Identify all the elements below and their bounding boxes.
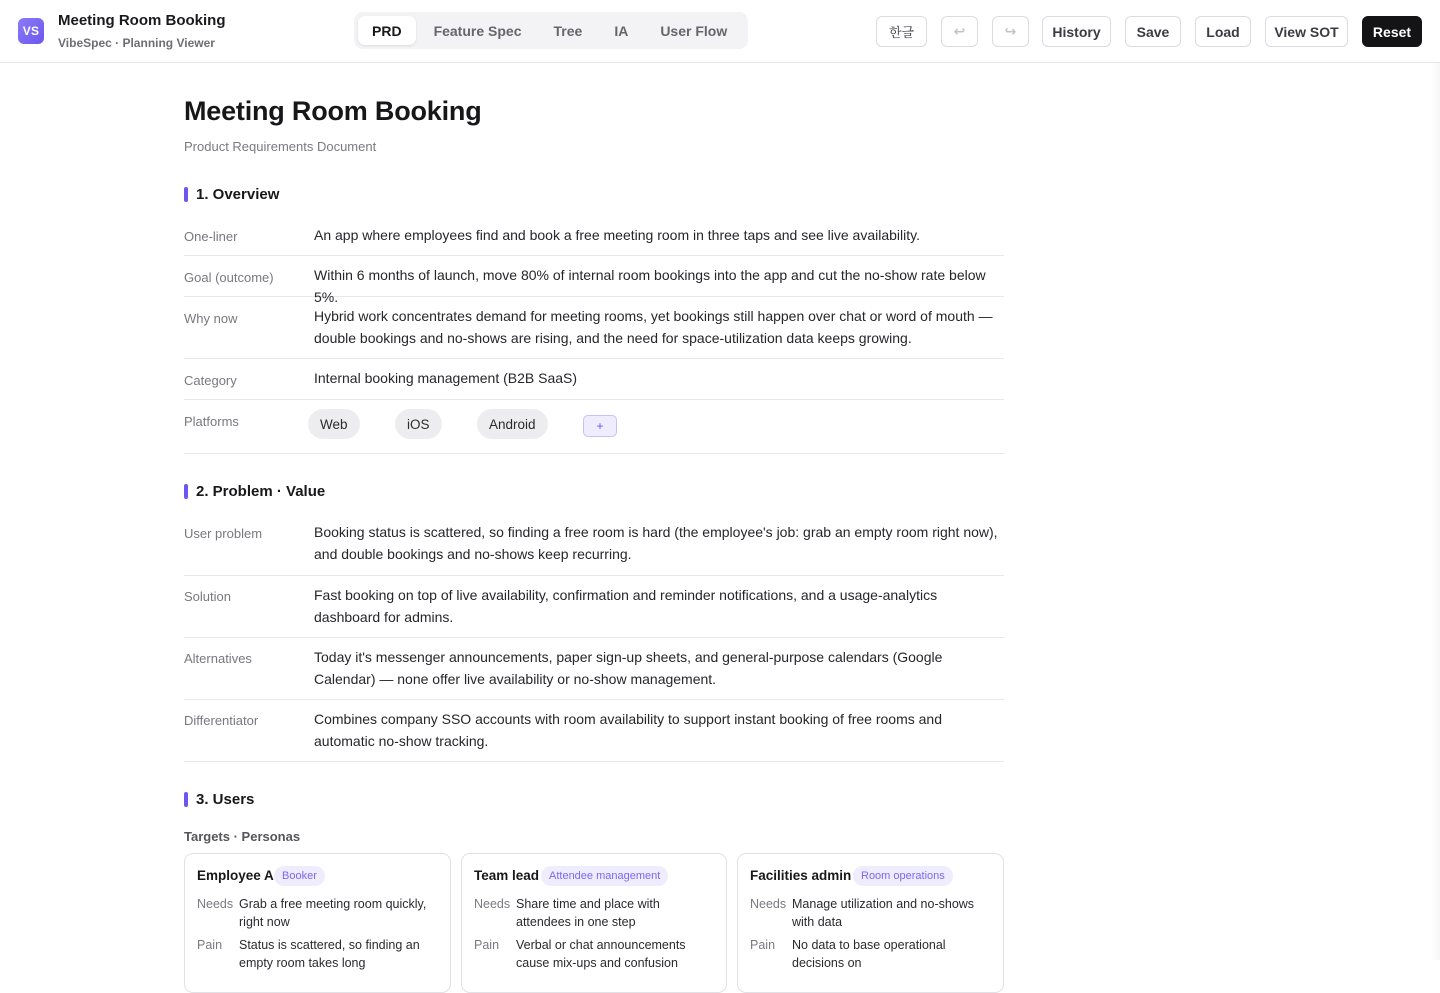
undo-button[interactable]	[941, 16, 978, 47]
field-row-goal	[184, 256, 1004, 305]
field-row-alternatives	[184, 638, 1004, 700]
field-label: Category	[184, 373, 237, 388]
field-label: Solution	[184, 589, 231, 604]
field-label: User problem	[184, 526, 263, 541]
tab-feature-spec[interactable]: Feature Spec	[433, 22, 522, 39]
persona-card-facilities-admin[interactable]	[737, 853, 1004, 993]
field-row-solution	[184, 576, 1004, 638]
undo-icon: ↩	[953, 23, 966, 39]
field-value-user-problem[interactable]: Booking status is scattered, so finding a free room is hard (the employee's job: grab an empty room right now), and double bookings and no-shows keep recurring.	[314, 524, 998, 562]
language-toggle-button[interactable]: 한글	[876, 16, 927, 47]
redo-button[interactable]	[992, 16, 1029, 47]
tab-user-flow[interactable]: User Flow	[660, 22, 728, 39]
app-subtitle: VibeSpec · Planning Viewer	[58, 36, 215, 50]
load-button[interactable]: Load	[1195, 16, 1251, 47]
save-button[interactable]: Save	[1125, 16, 1181, 47]
field-row-one-liner	[184, 215, 1004, 256]
field-label: Platforms	[184, 414, 239, 429]
field-row-why-now	[184, 297, 1004, 359]
view-tabs	[354, 12, 748, 49]
redo-icon: ↪	[1004, 23, 1017, 39]
section-heading-users: 3. Users	[184, 791, 254, 808]
field-value-differentiator[interactable]: Combines company SSO accounts with room availability to support instant booking of free rooms and automatic no-show tracking.	[314, 711, 942, 749]
persona-name: Employee A	[197, 868, 274, 883]
section-heading-overview: 1. Overview	[184, 186, 279, 203]
persona-card-team-lead[interactable]	[461, 853, 727, 993]
persona-pain: No data to base operational decisions on	[792, 938, 946, 970]
app-logo: VS	[18, 18, 44, 44]
app-title: Meeting Room Booking	[58, 12, 226, 29]
section-heading-problem-value: 2. Problem · Value	[184, 483, 325, 500]
field-label: Why now	[184, 311, 238, 326]
field-row-user-problem	[184, 513, 1004, 576]
field-value-goal[interactable]: Within 6 months of launch, move 80% of internal room bookings into the app and cut the no-show rate below 5%.	[314, 267, 986, 305]
history-button[interactable]: History	[1042, 16, 1111, 47]
needs-label: Needs	[750, 897, 787, 911]
top-bar	[0, 0, 1440, 63]
pain-label: Pain	[750, 938, 776, 952]
platform-chip-android[interactable]: Android	[477, 409, 548, 439]
persona-pain: Verbal or chat announcements cause mix-ups and confusion	[516, 938, 686, 970]
scroll-edge	[1430, 63, 1440, 960]
field-label: One-liner	[184, 229, 238, 244]
field-row-platforms	[184, 400, 1004, 454]
personas-subheading: Targets · Personas	[184, 829, 301, 844]
field-value-alternatives[interactable]: Today it's messenger announcements, paper sign-up sheets, and general-purpose calendars (Google Calendar) — none offer live availability or no-show management.	[314, 649, 943, 687]
persona-needs: Share time and place with attendees in one step	[516, 897, 660, 929]
tab-tree[interactable]: Tree	[553, 22, 583, 39]
add-platform-button[interactable]: +	[583, 415, 617, 437]
tab-prd[interactable]: PRD	[358, 16, 416, 45]
view-sot-button[interactable]: View SOT	[1265, 16, 1348, 47]
persona-tag: Booker	[274, 866, 325, 886]
platform-chip-ios[interactable]: iOS	[395, 409, 442, 439]
persona-card-employee-a[interactable]	[184, 853, 451, 993]
reset-button[interactable]: Reset	[1362, 16, 1422, 47]
field-value-one-liner[interactable]: An app where employees find and book a free meeting room in three taps and see live availability.	[314, 227, 920, 243]
persona-name: Facilities admin	[750, 868, 852, 883]
persona-tag: Attendee management	[541, 866, 668, 886]
field-row-category	[184, 359, 1004, 400]
field-label: Alternatives	[184, 651, 252, 666]
pain-label: Pain	[197, 938, 223, 952]
persona-needs: Grab a free meeting room quickly, right now	[239, 897, 427, 929]
persona-tag: Room operations	[853, 866, 953, 886]
needs-label: Needs	[474, 897, 511, 911]
document-title: Meeting Room Booking	[184, 96, 482, 126]
document-subtitle: Product Requirements Document	[184, 139, 377, 154]
field-label: Goal (outcome)	[184, 270, 274, 285]
pain-label: Pain	[474, 938, 500, 952]
field-value-solution[interactable]: Fast booking on top of live availability, confirmation and reminder notifications, and a usage-analytics dashboard for admins.	[314, 587, 938, 625]
tab-ia[interactable]: IA	[614, 22, 629, 39]
persona-needs: Manage utilization and no-shows with data	[792, 897, 975, 929]
field-label: Differentiator	[184, 713, 259, 728]
persona-name: Team lead	[474, 868, 540, 883]
field-value-why-now[interactable]: Hybrid work concentrates demand for meeting rooms, yet bookings still happen over chat or word of mouth — double bookings and no-shows are rising, and the need for space-utilization data keeps growing.	[314, 308, 993, 346]
field-row-differentiator	[184, 700, 1004, 762]
needs-label: Needs	[197, 897, 234, 911]
platform-chip-web[interactable]: Web	[308, 409, 360, 439]
field-value-category[interactable]: Internal booking management (B2B SaaS)	[314, 370, 578, 386]
persona-pain: Status is scattered, so finding an empty room takes long	[239, 938, 420, 970]
